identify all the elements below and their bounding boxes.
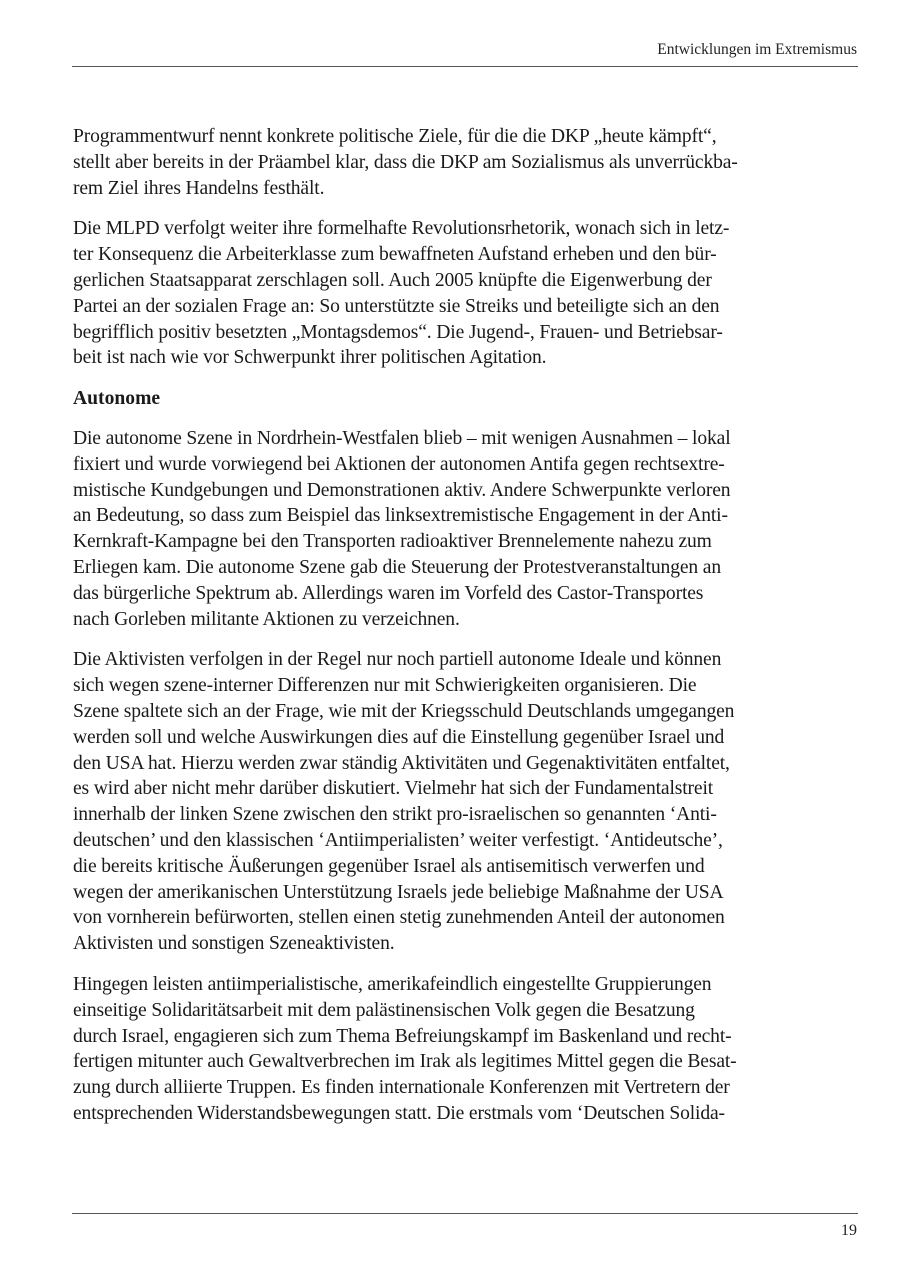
- text-line: Kernkraft-Kampagne bei den Transporten radioaktiver Brennelemente nahezu zum: [73, 531, 712, 553]
- text-line: einseitige Solidaritätsarbeit mit dem palästinensischen Volk gegen die Besatzung: [73, 999, 695, 1021]
- text-line: Programmentwurf nennt konkrete politische Ziele, für die die DKP „heute kämpft“,: [73, 126, 717, 147]
- text-line: Aktivisten und sonstigen Szeneaktivisten.: [73, 933, 395, 955]
- text-line: fertigen mitunter auch Gewaltverbrechen im Irak als legitimes Mittel gegen die Besat-: [73, 1051, 737, 1073]
- footer-rule: [72, 1213, 858, 1214]
- text-line: Die Aktivisten verfolgen in der Regel nur noch partiell autonome Ideale und können: [73, 649, 722, 671]
- text-line: Die autonome Szene in Nordrhein-Westfalen blieb – mit wenigen Ausnahmen – lokal: [73, 427, 731, 449]
- text-line: Partei an der sozialen Frage an: So unterstützte sie Streiks und beteiligte sich an den: [73, 295, 720, 317]
- text-line: Hingegen leisten antiimperialistische, amerikafeindlich eingestellte Gruppierungen: [73, 973, 712, 995]
- text-line: nach Gorleben militante Aktionen zu verzeichnen.: [73, 608, 460, 630]
- text-line: das bürgerliche Spektrum ab. Allerdings waren im Vorfeld des Castor-Transportes: [73, 582, 704, 604]
- text-line: von vornherein befürworten, stellen einen stetig zunehmenden Anteil der autonomen: [73, 907, 725, 929]
- text-line: innerhalb der linken Szene zwischen den strikt pro-israelischen so genannten ‘Anti-: [73, 804, 717, 826]
- page-number: 19: [841, 1222, 857, 1239]
- text-line: den USA hat. Hierzu werden zwar ständig Aktivitäten und Gegenaktivitäten entfaltet,: [73, 752, 730, 774]
- text-line: an Bedeutung, so dass zum Beispiel das linksextremistische Engagement in der Anti-: [73, 505, 728, 527]
- text-line: beit ist nach wie vor Schwerpunkt ihrer politischen Agitation.: [73, 347, 547, 369]
- text-line: stellt aber bereits in der Präambel klar, dass die DKP am Sozialismus als unverrückba-: [73, 151, 738, 173]
- text-line: werden soll und welche Auswirkungen dies auf die Einstellung gegenüber Israel und: [73, 726, 725, 748]
- text-line: rem Ziel ihres Handelns festhält.: [73, 177, 325, 199]
- text-line: ter Konsequenz die Arbeiterklasse zum bewaffneten Aufstand erheben und den bür-: [73, 244, 717, 266]
- text-line: entsprechenden Widerstandsbewegungen statt. Die erstmals vom ‘Deutschen Solida-: [73, 1102, 725, 1124]
- text-line: Erliegen kam. Die autonome Szene gab die Steuerung der Protestveranstaltungen an: [73, 556, 721, 578]
- text-line: fixiert und wurde vorwiegend bei Aktionen der autonomen Antifa gegen rechtsextre-: [73, 453, 725, 475]
- header-rule: [72, 66, 858, 67]
- paragraph-dkp-program: [73, 124, 810, 201]
- text-line: Die MLPD verfolgt weiter ihre formelhafte Revolutionsrhetorik, wonach sich in letz-: [73, 218, 730, 240]
- text-line: es wird aber nicht mehr darüber diskutiert. Vielmehr hat sich der Fundamentalstreit: [73, 778, 714, 800]
- paragraph-autonome-scene: [73, 426, 810, 632]
- text-line: zung durch alliierte Truppen. Es finden internationale Konferenzen mit Vertretern der: [73, 1077, 730, 1099]
- text-line: wegen der amerikanischen Unterstützung Israels jede beliebige Maßnahme der USA: [73, 881, 724, 903]
- paragraph-activists: [73, 647, 810, 957]
- text-line: begrifflich positiv besetzten „Montagsdemos“. Die Jugend-, Frauen- und Betriebsar-: [73, 321, 723, 343]
- paragraph-mlpd: [73, 216, 810, 371]
- text-line: sich wegen szene-interner Differenzen nur mit Schwierigkeiten organisieren. Die: [73, 675, 697, 697]
- text-line: Szene spaltete sich an der Frage, wie mit der Kriegsschuld Deutschlands umgegangen: [73, 700, 735, 722]
- text-line: gerlichen Staatsapparat zerschlagen soll. Auch 2005 knüpfte die Eigenwerbung der: [73, 269, 712, 291]
- text-line: durch Israel, engagieren sich zum Thema Befreiungskampf im Baskenland und recht-: [73, 1025, 732, 1047]
- running-header: Entwicklungen im Extremismus: [657, 41, 857, 58]
- page-body: [73, 124, 810, 1142]
- section-heading-autonome: Autonome: [73, 388, 161, 410]
- paragraph-anti-imperialists: [73, 972, 810, 1127]
- text-line: deutschen’ und den klassischen ‘Antiimperialisten’ weiter verfestigt. ‘Antideutsche’,: [73, 829, 723, 851]
- text-line: mistische Kundgebungen und Demonstrationen aktiv. Andere Schwerpunkte verloren: [73, 479, 731, 501]
- text-line: die bereits kritische Äußerungen gegenüber Israel als antisemitisch verwerfen und: [73, 855, 705, 877]
